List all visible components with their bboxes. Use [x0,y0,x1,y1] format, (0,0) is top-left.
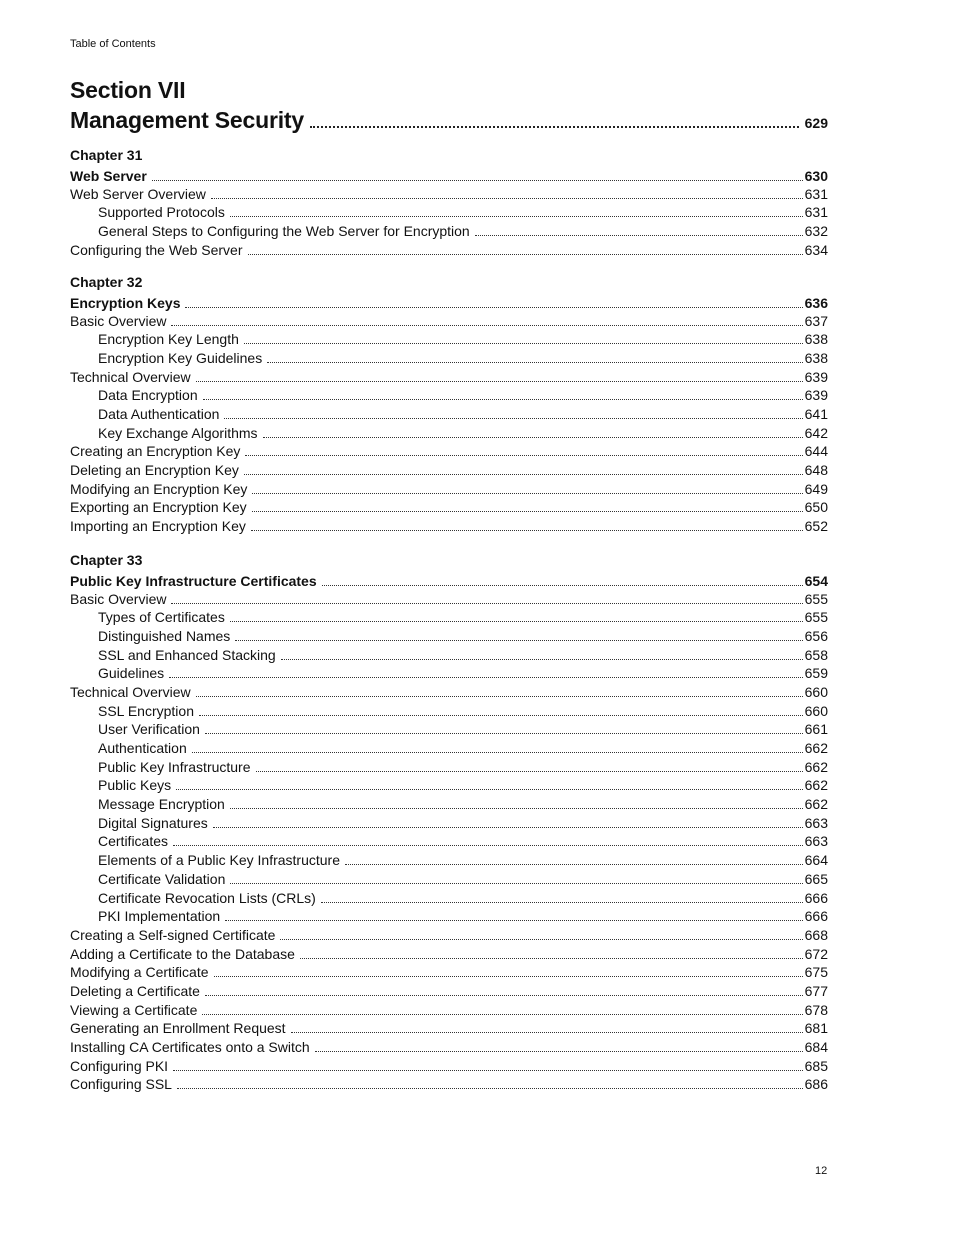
toc-entry-title: Certificate Validation [98,870,226,887]
toc-entry[interactable] [70,608,828,627]
toc-entry-title: Public Keys [98,777,172,794]
toc-entry-title: Public Key Infrastructure [98,758,251,775]
toc-entry-page: 631 [804,204,828,221]
toc-entry-page: 660 [804,683,828,700]
toc-entry-title: User Verification [98,721,200,738]
toc-entry[interactable] [70,1075,828,1094]
dot-leader [291,1032,803,1033]
toc-entry[interactable] [70,203,828,222]
section-page-number: 629 [804,115,828,131]
toc-entry-title: Technical Overview [70,368,191,385]
toc-entry-title: Creating an Encryption Key [70,443,241,460]
toc-entry[interactable] [70,368,828,387]
toc-entry-title: Certificate Revocation Lists (CRLs) [98,889,316,906]
toc-entry-page: 668 [804,926,828,943]
toc-entry-page: 655 [804,609,828,626]
dot-leader [245,455,802,456]
toc-entry-page: 656 [804,627,828,644]
toc-entry-title: Modifying an Encryption Key [70,480,248,497]
toc-entry[interactable] [70,480,828,499]
toc-entry[interactable] [70,646,828,665]
toc-entry-page: 666 [804,908,828,925]
toc-entry-title: SSL and Enhanced Stacking [98,646,276,663]
toc-entry-title: Basic Overview [70,312,167,329]
toc-entry[interactable] [70,851,828,870]
dot-leader [230,621,803,622]
dot-leader [321,902,803,903]
dot-leader [225,920,802,921]
toc-entry-page: 662 [804,796,828,813]
toc-entry[interactable] [70,739,828,758]
toc-entry[interactable] [70,720,828,739]
toc-entry[interactable] [70,222,828,241]
dot-leader [263,437,803,438]
toc-entry-page: 681 [804,1020,828,1037]
section-heading[interactable] [70,107,828,134]
toc-entry-title: Technical Overview [70,683,191,700]
toc-entry[interactable] [70,312,828,331]
toc-entry[interactable] [70,517,828,536]
toc-entry-title: Types of Certificates [98,609,225,626]
toc-entry-page: 637 [804,312,828,329]
dot-leader [248,254,803,255]
dot-leader [230,216,803,217]
toc-entry[interactable] [70,945,828,964]
dot-leader [235,640,802,641]
dot-leader [173,1070,803,1071]
chapter-label: Chapter 33 [70,552,143,568]
chapter-label: Chapter 32 [70,274,143,290]
toc-entry[interactable] [70,498,828,517]
chapter-31 [70,146,828,259]
dot-leader [256,771,803,772]
toc-entry-page: 663 [804,814,828,831]
toc-entry-title: Deleting an Encryption Key [70,462,239,478]
toc-entry[interactable] [70,870,828,889]
dot-leader [205,995,803,996]
toc-entry-page: 631 [804,185,828,202]
toc-entry-page: 642 [804,424,828,441]
toc-entry-page: 686 [804,1076,828,1093]
dot-leader [230,883,802,884]
toc-entry[interactable] [70,405,828,424]
dot-leader [171,325,802,326]
toc-entry-title: Web Server Overview [70,185,206,202]
dot-leader [213,827,803,828]
dot-leader [322,585,803,586]
toc-entry-page: 662 [804,758,828,775]
toc-entry[interactable] [70,664,828,683]
chapter-32 [70,273,828,536]
toc-entry[interactable] [70,1019,828,1038]
dot-leader [199,715,803,716]
toc-entry-title: Configuring PKI [70,1057,169,1074]
toc-entry-page: 639 [804,368,828,385]
dot-leader [152,180,803,181]
toc-entry-page: 644 [804,443,828,460]
toc-entry-title: Data Encryption [98,387,198,404]
running-header: Table of Contents [70,38,156,50]
toc-entry-title: Web Server [70,168,147,184]
toc-entry-title: Modifying a Certificate [70,964,209,981]
toc-entry-title: Viewing a Certificate [70,1001,198,1018]
chapter-title-entry[interactable] [70,573,828,590]
toc-entry-title: General Steps to Configuring the Web Server for Encryption [98,222,470,239]
dot-leader [211,198,803,199]
toc-entry-title: Authentication [98,740,187,756]
dot-leader [173,845,803,846]
toc-entry-title: Importing an Encryption Key [70,518,246,535]
toc-entry-page: 658 [804,646,828,663]
toc-entry-page: 655 [804,590,828,607]
toc-entry[interactable] [70,926,828,945]
toc-entry-page: 649 [804,480,828,497]
toc-entry-page: 638 [804,331,828,348]
dot-leader [267,362,802,363]
toc-entry[interactable] [70,590,828,609]
toc-entry-title: Message Encryption [98,796,225,813]
chapter-title-entry[interactable] [70,168,828,185]
toc-entry[interactable] [70,683,828,702]
dot-leader [244,474,803,475]
dot-leader [224,418,802,419]
toc-entry-page: 654 [804,573,828,589]
toc-entry-page: 675 [804,964,828,981]
toc-entry-page: 662 [804,740,828,756]
toc-entry-page: 672 [804,945,828,962]
toc-entry-page: 664 [804,852,828,869]
toc-entry[interactable] [70,627,828,646]
toc-entry[interactable] [70,982,828,1001]
toc-entry-page: 660 [804,702,828,719]
toc-entry-title: Certificates [98,833,169,850]
toc-entry-title: Encryption Key Length [98,331,239,348]
toc-entry-page: 648 [804,462,828,478]
section-name: Management Security [70,107,304,133]
toc-entry[interactable] [70,963,828,982]
dot-leader [315,1051,803,1052]
dot-leader [252,493,802,494]
dot-leader [203,399,803,400]
toc-entry[interactable] [70,795,828,814]
dot-leader [185,307,802,308]
dot-leader [169,677,802,678]
dot-leader [230,808,803,809]
toc-entry-page: 661 [804,721,828,738]
toc-entry-title: Deleting a Certificate [70,982,200,999]
toc-entry-title: Guidelines [98,665,165,682]
toc-entry[interactable] [70,330,828,349]
toc-entry-title: SSL Encryption [98,702,194,719]
toc-entry-page: 632 [804,222,828,239]
toc-entry[interactable] [70,386,828,405]
section-title: Section VII [70,77,186,103]
dot-leader [171,603,802,604]
toc-entry-page: 665 [804,870,828,887]
toc-entry[interactable] [70,185,828,204]
toc-entry-page: 650 [804,499,828,516]
dot-leader [475,235,803,236]
toc-entry-page: 684 [804,1039,828,1055]
dot-leader [345,864,803,865]
toc-entry[interactable] [70,832,828,851]
dot-leader [205,733,803,734]
toc-entry-title: Installing CA Certificates onto a Switch [70,1039,310,1055]
toc-entry[interactable] [70,461,828,480]
toc-entry-title: Encryption Key Guidelines [98,349,263,366]
toc-entry[interactable] [70,702,828,721]
toc-entry-title: PKI Implementation [98,908,221,925]
dot-leader [196,696,803,697]
toc-entry[interactable] [70,1038,828,1057]
toc-entry-page: 638 [804,349,828,366]
dot-leader [244,343,803,344]
toc-entry-title: Generating an Enrollment Request [70,1020,286,1037]
toc-entry[interactable] [70,889,828,908]
toc-entry-page: 666 [804,889,828,906]
chapter-33 [70,551,828,1094]
toc-entry-title: Exporting an Encryption Key [70,499,247,516]
toc-entry-page: 630 [804,168,828,184]
toc-entry-title: Digital Signatures [98,814,208,831]
toc-entry-page: 641 [804,405,828,422]
toc-entry-page: 652 [804,518,828,535]
toc-entry-title: Distinguished Names [98,627,231,644]
dot-leader [280,939,802,940]
toc-entry[interactable] [70,442,828,461]
dot-leader [177,1088,803,1089]
toc-entry-title: Encryption Keys [70,295,181,311]
toc-entry[interactable] [70,241,828,260]
toc-entry[interactable] [70,1001,828,1020]
toc-entry-page: 663 [804,833,828,850]
dot-leader [192,752,803,753]
toc-entry-page: 636 [804,295,828,311]
toc-entry-title: Creating a Self-signed Certificate [70,926,276,943]
toc-entry-page: 662 [804,777,828,794]
chapter-label: Chapter 31 [70,147,143,163]
dot-leader [196,381,803,382]
toc-entry-page: 639 [804,387,828,404]
toc-entry[interactable] [70,776,828,795]
page-number: 12 [815,1165,828,1177]
dot-leader [281,659,803,660]
dot-leader [202,1014,802,1015]
dot-leader [300,958,803,959]
toc-entry-title: Supported Protocols [98,204,225,221]
dot-leader [214,976,803,977]
dot-leader [251,530,803,531]
toc-entry[interactable] [70,758,828,777]
toc-entry-title: Adding a Certificate to the Database [70,945,295,962]
dot-leader [310,126,799,128]
dot-leader [252,511,803,512]
toc-entry[interactable] [70,424,828,443]
toc-entry-title: Elements of a Public Key Infrastructure [98,852,340,869]
toc-entry-page: 678 [804,1001,828,1018]
toc-entry[interactable] [70,907,828,926]
toc-entry-title: Data Authentication [98,405,220,422]
toc-entry[interactable] [70,349,828,368]
chapter-title-entry[interactable] [70,295,828,312]
toc-entry[interactable] [70,814,828,833]
toc-entry[interactable] [70,1057,828,1076]
toc-entry-title: Key Exchange Algorithms [98,424,258,441]
toc-entry-page: 677 [804,982,828,999]
toc-entry-page: 634 [804,241,828,258]
toc-entry-title: Public Key Infrastructure Certificates [70,573,317,589]
toc-entry-title: Basic Overview [70,590,167,607]
toc-entry-title: Configuring the Web Server [70,241,243,258]
toc-entry-page: 659 [804,665,828,682]
toc-entry-page: 685 [804,1057,828,1074]
toc-entry-title: Configuring SSL [70,1076,172,1093]
dot-leader [176,789,802,790]
